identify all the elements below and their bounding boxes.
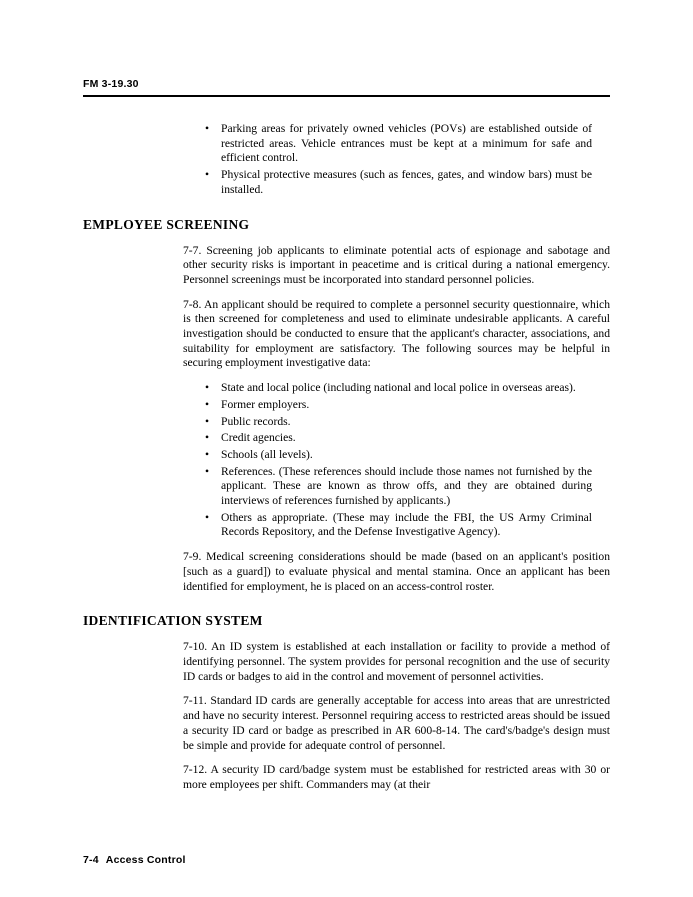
bullet-text: Former employers. xyxy=(221,397,310,411)
bullet-item-credit-agencies xyxy=(183,431,592,446)
bullet-icon: • xyxy=(205,431,210,445)
bullet-text: Physical protective measures (such as fences, gates, and window bars) must be installed. xyxy=(221,168,592,196)
bullet-icon: • xyxy=(205,464,210,478)
bullet-text: Others as appropriate. (These may include the FBI, the US Army Criminal Records Repository, and the Defense Investigative Agency). xyxy=(221,510,592,539)
bullet-item-others-as-appropriate xyxy=(183,511,592,540)
paragraph-7-12: 7-12. A security ID card/badge system must be established for restricted areas with 30 or more employees per shift. Commanders may (at their xyxy=(183,763,610,791)
bullet-text: References. (These references should include those names not furnished by the applicant. These are known as throw offs, and they are obtained during interviews of references furnished by applicants.) xyxy=(221,464,592,508)
bullet-text: Schools (all levels). xyxy=(221,447,313,461)
bullet-icon: • xyxy=(205,168,210,182)
footer-page-number: 7-4 xyxy=(83,854,99,866)
bullet-item-former-employers xyxy=(183,398,592,413)
bullet-item-parking-areas xyxy=(183,122,592,166)
bullet-icon: • xyxy=(205,381,210,395)
page-body xyxy=(83,97,610,793)
paragraph-7-10: 7-10. An ID system is established at each installation or facility to provide a method of identifying personnel. The system provides for personal recognition and the use of security ID cards or badges to aid in the control and movement of personnel activities. xyxy=(183,640,610,683)
bullet-item-state-local-police xyxy=(183,381,592,396)
doc-id: FM 3-19.30 xyxy=(83,78,139,90)
bullet-item-schools xyxy=(183,448,592,463)
bullet-item-references xyxy=(183,465,592,509)
section-heading-identification-system: IDENTIFICATION SYSTEM xyxy=(83,613,263,629)
page-header xyxy=(83,78,610,97)
bullet-icon: • xyxy=(205,397,210,411)
bullet-text: Parking areas for privately owned vehicles (POVs) are established outside of restricted areas. Vehicle entrances must be kept at a minimum for safe and efficient control. xyxy=(221,122,592,165)
bullet-icon: • xyxy=(205,447,210,461)
paragraph-7-7: 7-7. Screening job applicants to eliminate potential acts of espionage and sabotage and other security risks is important in peacetime and is critical during a national emergency. Personnel screenings must be incorporated into standard personnel policies. xyxy=(183,243,610,286)
bullet-text: Public records. xyxy=(221,414,291,428)
paragraph-7-8: 7-8. An applicant should be required to complete a personnel security questionnaire, which is then screened for completeness and used to eliminate undesirable applicants. A careful investigation should be conducted to ensure that the applicant's character, associations, and suitability for employment are satisfactory. The following sources may be helpful in securing employment investigative data: xyxy=(183,297,610,370)
section-heading-employee-screening: EMPLOYEE SCREENING xyxy=(83,216,250,232)
paragraph-7-9: 7-9. Medical screening considerations should be made (based on an applicant's position [such as a guard]) to evaluate physical and mental stamina. Once an applicant has been identified for employment, he is placed on an access-control roster. xyxy=(183,550,610,593)
bullet-item-public-records xyxy=(183,415,592,430)
bullet-item-physical-measures xyxy=(183,168,592,197)
bullet-icon: • xyxy=(205,510,210,524)
paragraph-7-11: 7-11. Standard ID cards are generally acceptable for access into areas that are unrestricted and have no security interest. Personnel requiring access to restricted areas should be issued a security ID card or badge as prescribed in AR 600-8-14. The card's/badge's design must be simple and provide for adequate control of personnel. xyxy=(183,694,610,752)
footer-section-label: Access Control xyxy=(105,854,186,866)
bullet-icon: • xyxy=(205,414,210,428)
intro-bullet-list xyxy=(183,122,592,198)
bullet-icon: • xyxy=(205,122,210,135)
page-footer xyxy=(83,854,186,866)
bullet-text: Credit agencies. xyxy=(221,431,296,445)
bullet-text: State and local police (including national and local police in overseas areas). xyxy=(221,381,576,395)
investigative-sources-bullet-list xyxy=(183,381,592,540)
